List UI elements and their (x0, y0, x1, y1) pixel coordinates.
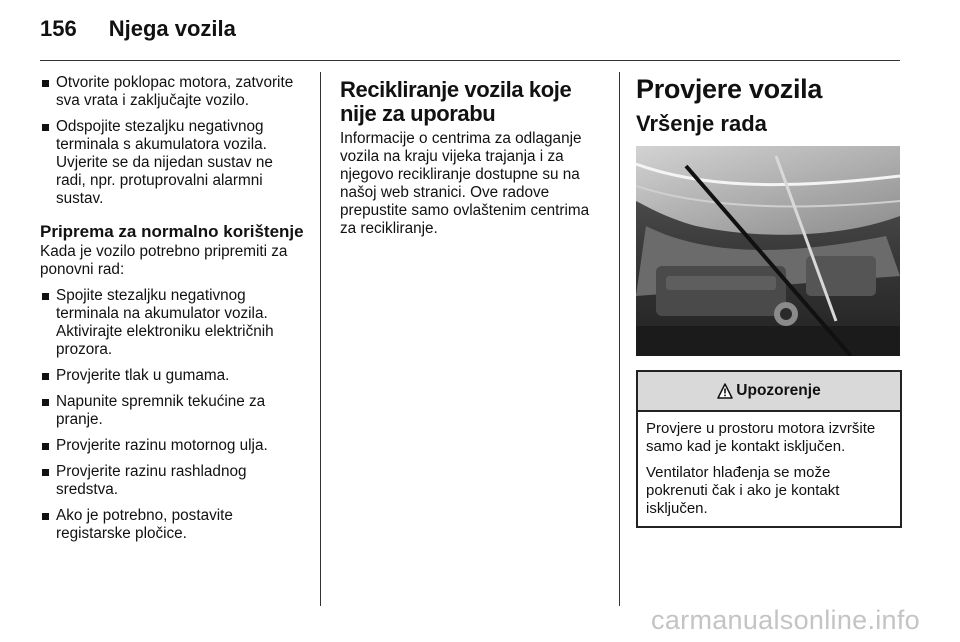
warning-box (636, 370, 902, 528)
checks-heading: Provjere vozila (636, 74, 823, 104)
list-item: Spojite stezaljku negativnog terminala na akumulator vozila. Aktivirajte elektroniku električnih prozora. (40, 287, 306, 359)
bullet-icon (42, 293, 49, 300)
column-3 (636, 74, 902, 528)
section-text: Kada je vozilo potrebno pripremiti za ponovni rad: (40, 243, 288, 278)
list-item: Provjerite razinu motornog ulja. (40, 437, 306, 455)
list-item: Odspojite stezaljku negativnog terminala s akumulatora vozila. Uvjerite se da nijedan sustav ne radi, npr. protuprovalni alarmni sustav. (40, 118, 306, 208)
bullet-icon (42, 469, 49, 476)
list-item: Provjerite razinu rashladnog sredstva. (40, 463, 306, 499)
engine-compartment-photo (636, 146, 900, 356)
header-divider (40, 60, 900, 61)
page-header (40, 16, 236, 48)
preparation-list (40, 287, 306, 543)
column-divider-1 (320, 72, 321, 606)
checks-subheading: Vršenje rada (636, 111, 767, 136)
recycling-heading: Recikliranje vozila koje nije za uporabu (340, 77, 572, 126)
list-item: Otvorite poklopac motora, zatvorite sva vrata i zaključajte vozilo. (40, 74, 306, 110)
engine-photo-illustration (636, 146, 900, 356)
bullet-icon (42, 443, 49, 450)
bullet-icon (42, 124, 49, 131)
recycling-text: Informacije o centrima za odlaganje vozila na kraju vijeka trajanja i za njegovo recikliranje dostupne su na našoj web stranici. Ove radove prepustite samo ovlaštenim centrima za recikliranje. (340, 130, 590, 237)
bullet-icon (42, 513, 49, 520)
column-divider-2 (619, 72, 620, 606)
bullet-icon (42, 373, 49, 380)
warning-header (638, 372, 900, 412)
page-number: 156 (40, 16, 77, 41)
warning-paragraph: Provjere u prostoru motora izvršite samo kad je kontakt isključen. (646, 420, 876, 455)
page-title: Njega vozila (108, 16, 236, 41)
bullet-icon (42, 80, 49, 87)
watermark: carmanualsonline.info (651, 605, 920, 635)
list-item: Ako je potrebno, postavite registarske pločice. (40, 507, 306, 543)
list-item: Napunite spremnik tekućine za pranje. (40, 393, 306, 429)
warning-label: Upozorenje (736, 382, 821, 399)
column-1 (40, 74, 306, 551)
bullet-icon (42, 399, 49, 406)
section-heading: Priprema za normalno korištenje (40, 222, 304, 241)
warning-body (638, 412, 900, 526)
list-item: Provjerite tlak u gumama. (40, 367, 306, 385)
column-2 (340, 74, 602, 238)
warning-paragraph: Ventilator hlađenja se može pokrenuti čak i ako je kontakt isključen. (646, 464, 840, 517)
intro-list (40, 74, 306, 208)
warning-triangle-icon (717, 383, 733, 399)
